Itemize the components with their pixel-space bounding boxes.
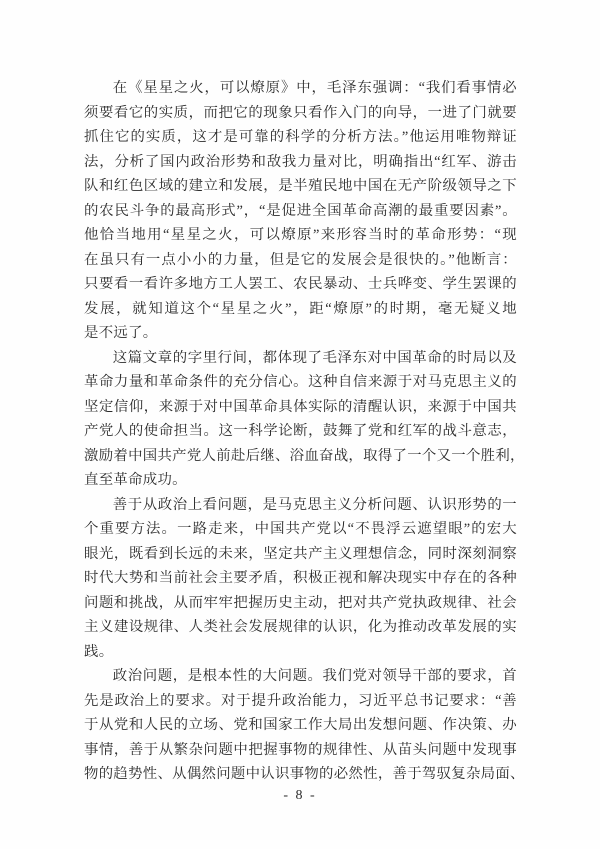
text-line: 在《星星之火，可以燎原》中，毛泽东强调：“我们看事情必	[112, 80, 517, 96]
text-line: 政治问题，是根本性的大问题。我们党对领导干部的要求，首	[112, 668, 517, 684]
paragraph	[84, 664, 525, 787]
text-line: 法，分析了国内政治形势和敌我力量对比，明确指出“红军、游击	[84, 153, 517, 170]
text-line: 在虽只有一点小小的力量，但是它的发展会是很快的。”他断言：	[84, 251, 517, 268]
text-line: 主义建设规律、人类社会发展规律的认识，化为推动改革发展的实	[84, 619, 517, 635]
text-line: 时代大势和当前社会主要矛盾，积极正视和解决现实中存在的各种	[84, 570, 517, 586]
text-line: 个重要方法。一路走来，中国共产党以“不畏浮云遮望眼”的宏大	[84, 521, 517, 537]
text-line: 须要看它的实质，而把它的现象只看作入门的向导，一进了门就要	[84, 104, 517, 121]
text-line: 的农民斗争的最高形式”，“是促进全国革命高潮的最重要因素”。	[84, 202, 517, 219]
text-line: 眼光，既看到长远的未来，坚定共产主义理想信念，同时深刻洞察	[84, 545, 517, 562]
paragraph	[84, 76, 517, 346]
paragraph	[84, 493, 517, 665]
text-block	[84, 76, 525, 787]
text-line: 事情，善于从繁杂问题中把握事物的规律性、从苗头问题中发现事	[84, 741, 517, 758]
text-line: 他恰当地用“星星之火，可以燎原”来形容当时的革命形势：“现	[84, 227, 517, 243]
text-line: 产党人的使命担当。这一科学论断，鼓舞了党和红军的战斗意志，	[84, 423, 517, 439]
paragraph	[84, 346, 525, 493]
page-number: - 8 -	[283, 788, 317, 803]
text-line: 问题和挑战，从而牢牢把握历史主动，把对共产党执政规律、社会	[84, 594, 517, 611]
text-line: 抓住它的实质，这才是可靠的科学的分析方法。”他运用唯物辩证	[84, 129, 517, 145]
text-line: 激励着中国共产党人前赴后继、浴血奋战，取得了一个又一个胜利，	[84, 447, 525, 464]
text-line: 这篇文章的字里行间，都体现了毛泽东对中国革命的时局以及	[112, 349, 517, 366]
text-line: 发展，就知道这个“星星之火”，距“燎原”的时期，毫无疑义地	[84, 300, 517, 317]
text-line: 坚定信仰，来源于对中国革命具体实际的清醒认识，来源于中国共	[84, 398, 517, 415]
text-line: 物的趋势性、从偶然问题中认识事物的必然性，善于驾驭复杂局面、	[84, 766, 525, 782]
text-line: 先是政治上的要求。对于提升政治能力，习近平总书记要求：“善	[84, 692, 517, 709]
text-line: 善于从政治上看问题，是马克思主义分析问题、认识形势的一	[112, 496, 517, 513]
text-line: 只要看一看许多地方工人罢工、农民暴动、士兵哗变、学生罢课的	[84, 276, 517, 292]
text-line: 是不远了。	[84, 325, 158, 341]
text-line: 直至革命成功。	[84, 472, 187, 488]
text-line: 队和红色区域的建立和发展，是半殖民地中国在无产阶级领导之下	[84, 178, 517, 194]
text-line: 践。	[84, 643, 114, 660]
text-line: 革命力量和革命条件的充分信心。这种自信来源于对马克思主义的	[84, 374, 517, 390]
text-line: 于从党和人民的立场、党和国家工作大局出发想问题、作决策、办	[84, 717, 517, 733]
